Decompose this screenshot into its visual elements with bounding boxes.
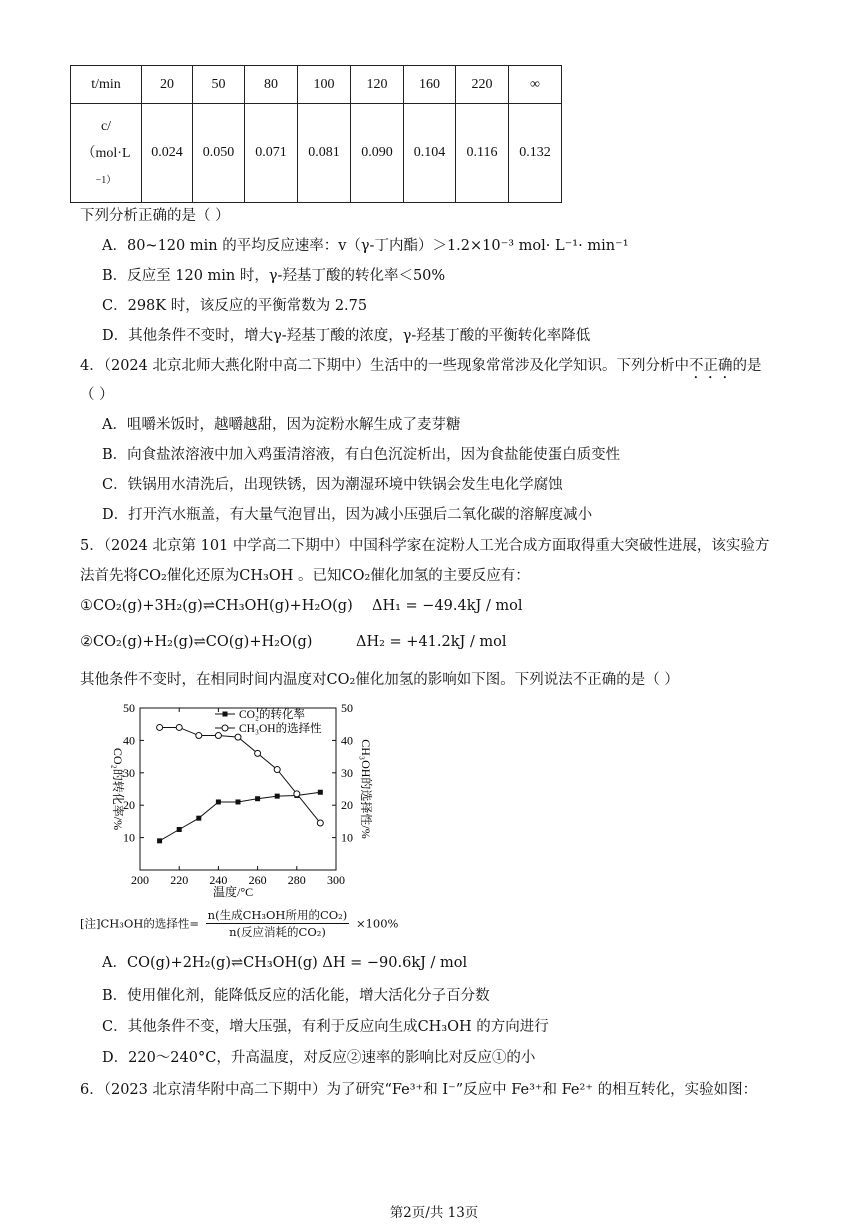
table-value-cell: 0.050 bbox=[193, 104, 245, 203]
x-tick-label: 280 bbox=[287, 873, 306, 887]
y-tick-label-left: 10 bbox=[123, 830, 135, 845]
y-tick-label-right: 50 bbox=[341, 701, 353, 715]
q4-option-b: B．向食盐浓溶液中加入鸡蛋清溶液，有白色沉淀析出，因为食盐能使蛋白质变性 bbox=[102, 447, 621, 463]
data-point-ch3oh-selectivity bbox=[235, 734, 241, 740]
row-label-line: c/ bbox=[100, 118, 112, 134]
series-line-2 bbox=[160, 727, 321, 823]
data-point-co2-conversion bbox=[177, 827, 182, 832]
q5-stem-line1: 5．（2024 北京第 101 中学高二下期中）中国科学家在淀粉人工光合成方面取得重大突破性进展，该实验方 bbox=[80, 538, 770, 554]
q5-option-b: B．使用催化剂，能降低反应的活化能，增大活化分子百分数 bbox=[102, 988, 490, 1004]
data-point-ch3oh-selectivity bbox=[317, 820, 323, 826]
data-point-ch3oh-selectivity bbox=[294, 791, 300, 797]
table-row bbox=[71, 104, 562, 203]
x-tick-label: 300 bbox=[327, 873, 345, 887]
q3-option-a: A．80~120 min 的平均反应速率：v（γ-丁内酯）＞1.2×10⁻³ mol· L⁻¹· min⁻¹ bbox=[102, 238, 629, 254]
q4-stem-suffix: 的是 bbox=[732, 358, 762, 374]
q4-stem-emphasis: 不正确 bbox=[688, 358, 733, 374]
q4-stem bbox=[80, 354, 761, 382]
table-value-cell: 0.104 bbox=[404, 104, 456, 203]
data-point-co2-conversion bbox=[196, 816, 201, 821]
note-numerator: n(生成CH₃OH所用的CO₂) bbox=[207, 908, 348, 922]
q3-stem: 下列分析正确的是（ ） bbox=[80, 208, 230, 224]
row-label-line: （mol·L bbox=[81, 145, 131, 161]
page-number: 第2页/共 13页 bbox=[389, 1205, 479, 1221]
data-point-ch3oh-selectivity bbox=[274, 767, 280, 773]
table-value-cell: 0.116 bbox=[456, 104, 509, 203]
q4-stem-text: 4．（2024 北京北师大燕化附中高二下期中）生活中的一些现象常常涉及化学知识。下列分析中 bbox=[80, 358, 689, 374]
legend-marker-square bbox=[223, 712, 228, 717]
table-time-cell: 80 bbox=[245, 66, 298, 104]
legend-label: CH₃OH的选择性 bbox=[239, 723, 322, 735]
q6-stem: 6．（2023 北京清华附中高二下期中）为了研究“Fe³⁺和 I⁻”反应中 Fe³⁺和 Fe²⁺ 的相互转化，实验如图： bbox=[80, 1082, 758, 1098]
table-time-cell: 160 bbox=[404, 66, 456, 104]
data-point-ch3oh-selectivity bbox=[176, 724, 182, 730]
table-time-cell: ∞ bbox=[509, 66, 562, 104]
x-axis-label: 温度/°C bbox=[213, 885, 254, 899]
q4-option-a: A．咀嚼米饭时，越嚼越甜，因为淀粉水解生成了麦芽糖 bbox=[102, 417, 461, 433]
y-tick-label-left: 40 bbox=[123, 733, 135, 748]
note-prefix: [注]CH₃OH的选择性= bbox=[80, 916, 200, 931]
data-point-co2-conversion bbox=[216, 799, 221, 804]
q4-option-c: C．铁锅用水清洗后，出现铁锈，因为潮湿环境中铁锅会发生电化学腐蚀 bbox=[102, 477, 563, 493]
y-tick-label-right: 20 bbox=[341, 798, 353, 813]
data-point-ch3oh-selectivity bbox=[255, 750, 261, 756]
legend-marker-circle bbox=[222, 725, 228, 731]
table-row bbox=[71, 66, 562, 104]
y-axis-label-right: CH₃OH的选择性/% bbox=[359, 739, 373, 839]
table-value-cell: 0.071 bbox=[245, 104, 298, 203]
table-value-cell: 0.024 bbox=[142, 104, 193, 203]
data-point-co2-conversion bbox=[318, 790, 323, 795]
q5-reaction-2: ②CO₂(g)+H₂(g)⇌CO(g)+H₂O(g) bbox=[80, 634, 313, 650]
q4-paren: （ ） bbox=[80, 387, 114, 403]
q5-stem-line2: 法首先将CO₂催化还原为CH₃OH 。已知CO₂催化加氢的主要反应有： bbox=[80, 568, 530, 584]
temperature-effect-chart bbox=[80, 700, 410, 900]
note-fraction bbox=[206, 907, 350, 940]
q5-reaction-2-dh: ΔH₂ = +41.2kJ / mol bbox=[356, 634, 507, 650]
q5-option-d: D．220～240°C，升高温度，对反应②速率的影响比对反应①的小 bbox=[102, 1050, 536, 1066]
y-tick-label-left: 50 bbox=[123, 701, 135, 715]
chart-legend bbox=[215, 707, 322, 735]
table-time-cell: 220 bbox=[456, 66, 509, 104]
kinetics-table bbox=[70, 65, 562, 203]
data-point-co2-conversion bbox=[275, 794, 280, 799]
table-time-cell: 20 bbox=[142, 66, 193, 104]
table-time-cell: 100 bbox=[298, 66, 351, 104]
y-tick-label-left: 20 bbox=[123, 798, 135, 813]
q5-option-c: C．其他条件不变，增大压强，有利于反应向生成CH₃OH 的方向进行 bbox=[102, 1019, 549, 1035]
note-denominator: n(反应消耗的CO₂) bbox=[229, 925, 326, 939]
data-point-ch3oh-selectivity bbox=[196, 733, 202, 739]
note-suffix: ×100% bbox=[355, 916, 399, 931]
y-tick-label-left: 30 bbox=[123, 765, 135, 780]
q5-reaction-1-dh: ΔH₁ = −49.4kJ / mol bbox=[372, 598, 523, 614]
table-value-cell: 0.081 bbox=[298, 104, 351, 203]
table-time-cell: 50 bbox=[193, 66, 245, 104]
data-point-ch3oh-selectivity bbox=[157, 724, 163, 730]
table-time-cell: 120 bbox=[351, 66, 404, 104]
data-point-co2-conversion bbox=[157, 838, 162, 843]
legend-label: CO₂的转化率 bbox=[239, 709, 305, 721]
data-point-co2-conversion bbox=[255, 796, 260, 801]
q5-reaction-1: ①CO₂(g)+3H₂(g)⇌CH₃OH(g)+H₂O(g) bbox=[80, 598, 353, 614]
table-row-label bbox=[71, 104, 142, 203]
y-tick-label-right: 10 bbox=[341, 830, 353, 845]
x-tick-label: 240 bbox=[209, 873, 228, 887]
x-tick-label: 200 bbox=[131, 873, 149, 887]
table-value-cell: 0.090 bbox=[351, 104, 404, 203]
data-point-co2-conversion bbox=[236, 799, 241, 804]
x-tick-label: 260 bbox=[248, 873, 267, 887]
q3-option-c: C．298K 时，该反应的平衡常数为 2.75 bbox=[102, 298, 368, 314]
q5-option-a: A．CO(g)+2H₂(g)⇌CH₃OH(g) ΔH = −90.6kJ / mol bbox=[102, 955, 468, 971]
table-value-cell: 0.132 bbox=[509, 104, 562, 203]
y-axis-label-left: CO₂的转化率/% bbox=[111, 747, 125, 831]
x-tick-label: 220 bbox=[170, 873, 189, 887]
q4-option-d: D．打开汽水瓶盖，有大量气泡冒出，因为减小压强后二氧化碳的溶解度减小 bbox=[102, 507, 593, 523]
q3-option-d: D．其他条件不变时，增大γ-羟基丁酸的浓度，γ-羟基丁酸的平衡转化率降低 bbox=[102, 328, 591, 344]
row-label-line: −1） bbox=[95, 174, 117, 186]
q5-stem-line3: 其他条件不变时，在相同时间内温度对CO₂催化加氢的影响如下图。下列说法不正确的是（ ） bbox=[80, 672, 679, 688]
table-header-cell: t/min bbox=[71, 66, 142, 104]
chart-series bbox=[157, 724, 324, 843]
y-tick-label-right: 40 bbox=[341, 733, 353, 748]
q3-option-b: B．反应至 120 min 时，γ-羟基丁酸的转化率＜50% bbox=[102, 268, 446, 284]
data-point-ch3oh-selectivity bbox=[215, 733, 221, 739]
y-tick-label-right: 30 bbox=[341, 765, 353, 780]
selectivity-note bbox=[80, 907, 398, 940]
